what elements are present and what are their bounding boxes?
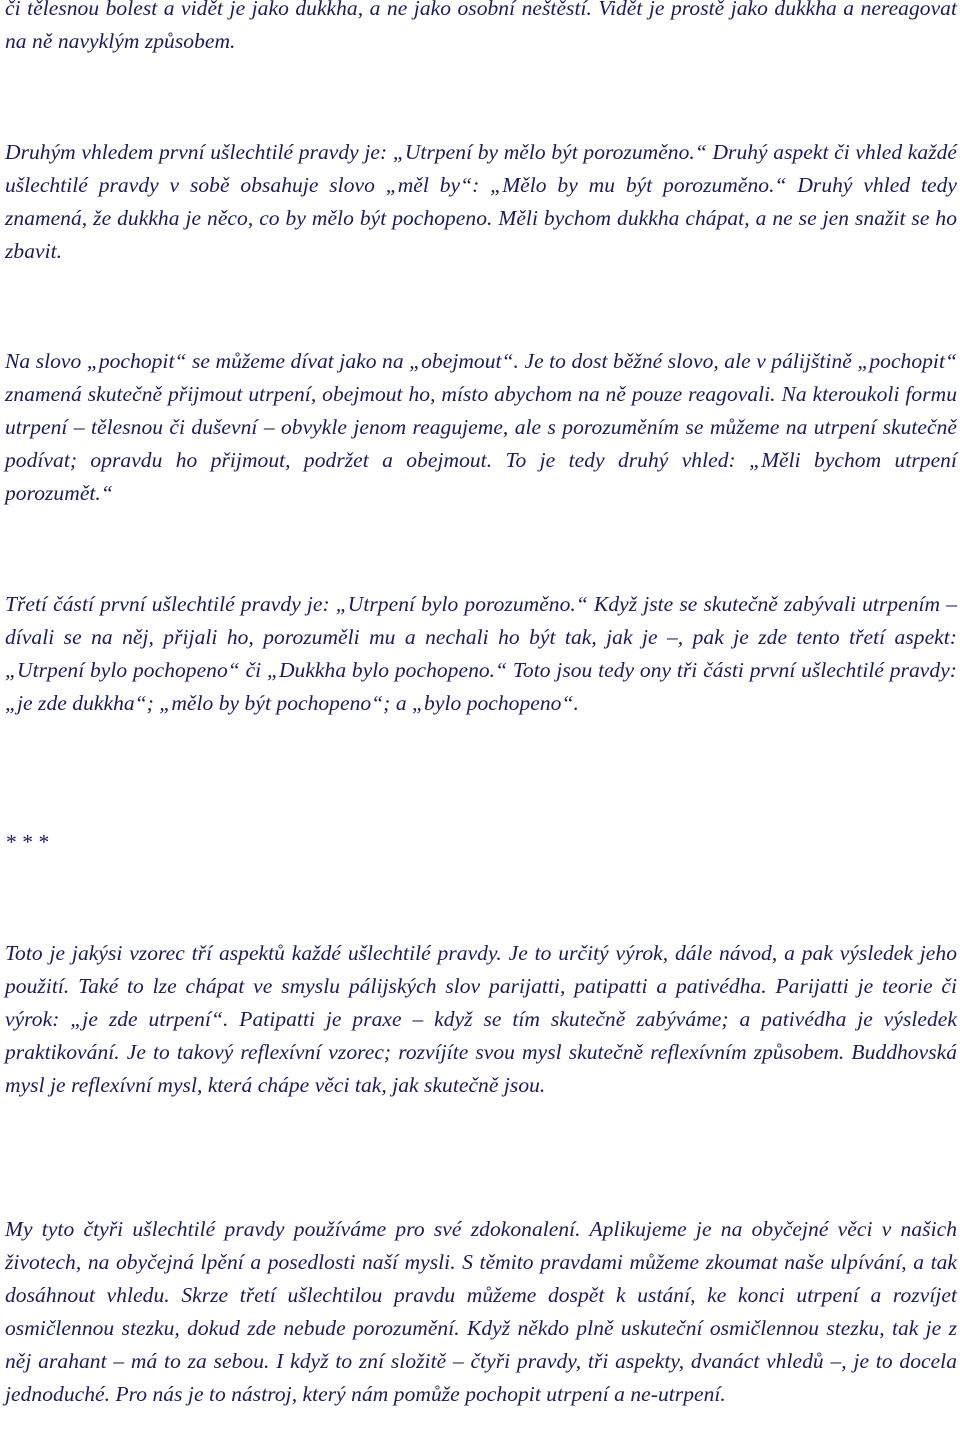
section-separator: * * *: [5, 830, 49, 854]
paragraph-dukkha-intro: či tělesnou bolest a vidět je jako dukkha, a ne jako osobní neštěstí. Vidět je prostě jako dukkha a nereagovat na ně navyklým způsobem.: [5, 0, 957, 53]
paragraph-second-insight: Druhým vhledem první ušlechtilé pravdy je: „Utrpení by mělo být porozuměno.“ Druhý aspekt či vhled každé ušlechtilé pravdy v sobě obsahuje slovo „měl by“: „Mělo by mu být porozuměno.“ Druhý vhled tedy znamená, že dukkha je něco, co by mělo být pochopeno. Měli bychom dukkha chápat, a ne se jen snažit se ho zbavit.: [5, 140, 957, 263]
paragraph-four-truths: My tyto čtyři ušlechtilé pravdy používáme pro své zdokonalení. Aplikujeme je na obyčejné věci v našich životech, na obyčejná lpění a posedlosti naší mysli. S těmito pravdami můžeme zkoumat naše ulpívání, a tak dosáhnout vhledu. Skrze třetí ušlechtilou pravdu můžeme dospět k ustání, ke konci utrpení a rozvíjet osmičlennou stezku, dokud zde nebude porozumění. Když někdo plně uskuteční osmičlennou stezku, tak je z něj arahant – má to za sebou. I když to zní složitě – čtyři pravdy, tři aspekty, dvanáct vhledů –, je to docela jednoduché. Pro nás je to nástroj, který nám pomůže pochopit utrpení a ne-utrpení.: [5, 1217, 957, 1406]
paragraph-understanding: Na slovo „pochopit“ se můžeme dívat jako na „obejmout“. Je to dost běžné slovo, ale v pálijštině „pochopit“ znamená skutečně přijmout utrpení, obejmout ho, místo abychom na ně pouze reagovali. Na kteroukoli formu utrpení – tělesnou či duševní – obvykle jenom reagujeme, ale s porozuměním se můžeme na utrpení skutečně podívat; opravdu ho přijmout, podržet a obejmout. To je tedy druhý vhled: „Měli bychom utrpení porozumět.“: [5, 349, 957, 505]
paragraph-third-part: Třetí částí první ušlechtilé pravdy je: „Utrpení bylo porozuměno.“ Když jste se skutečně zabývali utrpením – dívali se na něj, přijali ho, porozuměli mu a nechali ho být tak, jak je –, pak je zde tento třetí aspekt: „Utrpení bylo pochopeno“ či „Dukkha bylo pochopeno.“ Toto jsou tedy ony tři části první ušlechtilé pravdy: „je zde dukkha“; „mělo by být pochopeno“; a „bylo pochopeno“.: [5, 592, 957, 715]
paragraph-three-aspects: Toto je jakýsi vzorec tří aspektů každé ušlechtilé pravdy. Je to určitý výrok, dále návod, a pak výsledek jeho použití. Také to lze chápat ve smyslu pálijských slov parijatti, patipatti a pativédha. Parijatti je teorie či výrok: „je zde utrpení“. Patipatti je praxe – když se tím skutečně zabýváme; a pativédha je výsledek praktikování. Je to takový reflexívní vzorec; rozvíjíte svou mysl skutečně reflexívním způsobem. Buddhovská mysl je reflexívní mysl, která chápe věci tak, jak skutečně jsou.: [5, 941, 957, 1097]
